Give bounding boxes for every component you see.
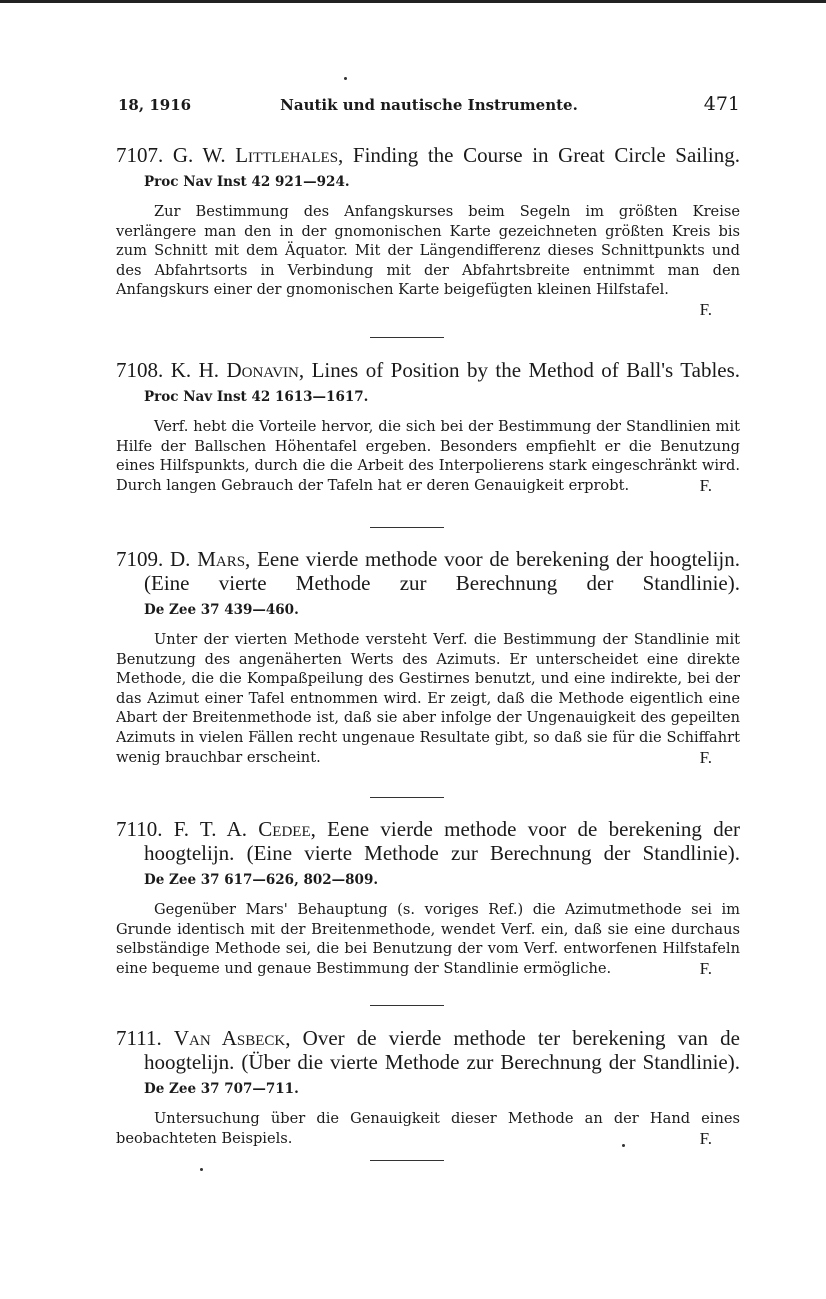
entry-number: 7108. (116, 358, 164, 382)
entry-7109 (116, 547, 740, 767)
entry-author: G. W. Littlehales, (172, 143, 344, 167)
reviewer-signature: F. (699, 475, 712, 495)
entry-abstract (116, 1109, 740, 1148)
separator-rule (370, 337, 444, 338)
entry-source: Proc Nav Inst 42 921—924. (144, 174, 350, 190)
entry-author: K. H. Donavin, (170, 358, 305, 382)
entry-number: 7110. (116, 817, 163, 841)
reviewer-signature: F. (699, 958, 712, 978)
entry-number: 7111. (116, 1026, 162, 1050)
entry-7110 (116, 817, 740, 978)
entry-heading (116, 547, 740, 622)
entry-title: Over de vierde methode ter berekening van de hoogtelijn. (Über die vierte Methode zur Berechnung der Standlinie). (144, 1026, 740, 1074)
print-speck (200, 1168, 203, 1171)
entry-title: Lines of Position by the Method of Ball's Tables. (311, 358, 741, 382)
entry-number: 7109. (116, 547, 164, 571)
entry-source: De Zee 37 707—711. (144, 1081, 299, 1097)
entry-author: D. Mars, (170, 547, 251, 571)
entry-abstract (116, 202, 740, 319)
entry-abstract (116, 900, 740, 978)
entry-source: De Zee 37 439—460. (144, 602, 299, 618)
entry-author: F. T. A. Cedee, (173, 817, 316, 841)
entry-number: 7107. (116, 143, 164, 167)
entry-7111 (116, 1026, 740, 1148)
abstract-text: Untersuchung über die Genauigkeit dieser Methode an der Hand eines beobachteten Beispiels. (116, 1110, 740, 1147)
entry-abstract (116, 417, 740, 495)
separator-rule (370, 527, 444, 528)
entry-author: Van Asbeck, (173, 1026, 291, 1050)
abstract-text: Gegenüber Mars' Behauptung (s. voriges Ref.) die Azimutmethode sei im Grunde identisch mit der Breitenmethode, wendet Verf. ein, daß sie eine durchaus selbständige Methode sei, die bei Benutzung der vom Verf. entworfenen Hilfstafeln eine bequeme und genaue Bestimmung der Standlinie ermögliche. (116, 901, 740, 977)
entry-abstract (116, 630, 740, 767)
separator-rule (370, 1005, 444, 1006)
separator-rule (370, 1160, 444, 1161)
abstract-text: Zur Bestimmung des Anfangskurses beim Segeln im größten Kreise verlängere man den in der gnomonischen Karte gezeichneten größten Kreis bis zum Schnitt mit dem Äquator. Mit der Längendifferenz dieses Schnittpunkts und des Abfahrtsorts in Verbindung mit der Abfahrtsbreite entnimmt man den Anfangskurs einer der gnomonischen Karte beigefügten kleinen Hilfstafel. (116, 203, 740, 299)
entry-7107 (116, 143, 740, 320)
print-speck (344, 77, 347, 80)
reviewer-signature: F. (699, 747, 712, 767)
entry-heading (116, 143, 740, 194)
reviewer-signature: F. (699, 1128, 712, 1148)
volume-year: 18, 1916 (118, 96, 192, 114)
print-speck (622, 1144, 625, 1147)
abstract-text: Unter der vierten Methode versteht Verf. die Bestimmung der Standlinie mit Benutzung des angenäherten Werts des Azimuts. Er unterscheidet eine direkte Methode, die die Kompaßpeilung des Gestirnes benutzt, und eine indirekte, bei der das Azimut einer Tafel entnommen wird. Er zeigt, daß die Methode eigentlich eine Abart der Breitenmethode ist, daß sie aber infolge der Ungenauigkeit des gepeilten Azimuts in vielen Fällen recht ungenaue Resultate gibt, so daß sie für die Schiffahrt wenig brauchbar erscheint. (116, 631, 740, 766)
entry-title: Finding the Course in Great Circle Sailing. (352, 143, 741, 167)
entry-heading (116, 358, 740, 409)
entry-title: Eene vierde methode voor de berekening der hoogtelijn. (Eine vierte Methode zur Berechnung der Standlinie). (144, 817, 741, 865)
reviewer-signature: F. (699, 299, 712, 319)
running-head (118, 93, 740, 118)
entry-heading (116, 817, 740, 892)
entry-title: Eene vierde methode voor de berekening der hoogtelijn. (Eine vierte Methode zur Berechnung der Standlinie). (144, 547, 741, 595)
entry-source: De Zee 37 617—626, 802—809. (144, 872, 379, 888)
scan-top-edge-line (0, 0, 826, 3)
section-title: Nautik und nautische Instrumente. (280, 96, 578, 114)
separator-rule (370, 797, 444, 798)
entry-7108 (116, 358, 740, 495)
entry-heading (116, 1026, 740, 1101)
abstract-text: Verf. hebt die Vorteile hervor, die sich bei der Bestimmung der Standlinien mit Hilfe der Ballschen Höhentafel ergeben. Besonders empfiehlt er die Benutzung eines Hilfspunkts, durch die die Arbeit des Interpolierens stark eingeschränkt wird. Durch langen Gebrauch der Tafeln hat er deren Genauigkeit erprobt. (116, 418, 740, 494)
entry-source: Proc Nav Inst 42 1613—1617. (144, 389, 369, 405)
page-number: 471 (703, 93, 740, 115)
